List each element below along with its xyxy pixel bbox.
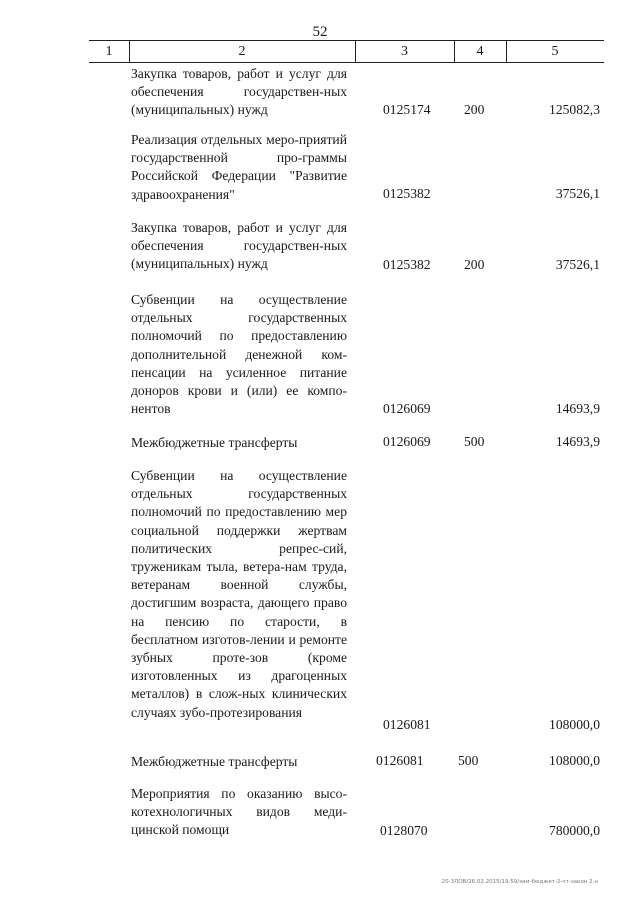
row-amount: 37526,1 [555,186,600,201]
row-description: Закупка товаров, работ и услуг для обеспечения государствен-ных (муниципальных) нужд [131,220,347,272]
row-description: Закупка товаров, работ и услуг для обеспечения государствен-ных (муниципальных) нужд [131,66,347,118]
row-expense-type: 200 [464,102,485,117]
row-amount: 14693,9 [555,401,600,416]
row-code: 0128070 [380,823,428,838]
row-description: Субвенции на осуществление отдельных государственных полномочий по предоставлению мер социальной поддержки жертвам политических репрес-сий, труженикам тыла, ветера-нам труда, ветеранам военной службы, достигшим возраста, дающего право на пенсию по старости, в бесплатном изготов-лении и ремонте зубных протe-зов (кроме изготовленных из драгоценных металлов) в слож-ных клинических случаях зубо-протезирования [131,468,347,720]
row-description: Межбюджетные трансферты [131,435,298,450]
header-col-3: 3 [401,44,408,59]
row-expense-type: 200 [464,257,485,272]
row-description: Мероприятия по оказанию высо-котехнологичных видов меди-цинской помощи [131,786,347,838]
page-number: 52 [312,24,328,40]
row-expense-type: 500 [464,434,485,449]
header-col-4: 4 [476,44,484,59]
row-amount: 125082,3 [549,102,600,117]
row-amount: 108000,0 [549,753,600,768]
header-col-1: 1 [105,44,113,59]
row-description: Межбюджетные трансферты [131,754,298,769]
row-code: 0125174 [383,102,431,117]
row-code: 0126069 [383,401,431,416]
header-col-5: 5 [551,44,559,59]
row-expense-type: 500 [458,753,479,768]
row-amount: 37526,1 [555,257,600,272]
row-amount: 14693,9 [555,434,600,449]
row-amount: 780000,0 [549,823,600,838]
footer-filename: 20-3ЛОВ/26.02.2015/19.59/зам-бюджет-2-чт-закон 2.н [441,879,598,885]
table-header [89,40,604,63]
row-amount: 108000,0 [549,717,600,732]
row-description: Субвенции на осуществление отдельных государственных полномочий по предоставлению дополнительной денежной ком-пенсации на усиленное питание доноров крови и (или) ее компо-нентов [131,292,347,417]
row-code: 0125382 [383,257,431,272]
row-code: 0126081 [383,717,431,732]
row-description: Реализация отдельных меро-приятий государственной про-граммы Российской Федерации "Развитие здравоохранения" [131,132,347,202]
row-code: 0125382 [383,186,431,201]
row-code: 0126081 [376,753,424,768]
header-col-2: 2 [238,44,246,59]
row-code: 0126069 [383,434,431,449]
